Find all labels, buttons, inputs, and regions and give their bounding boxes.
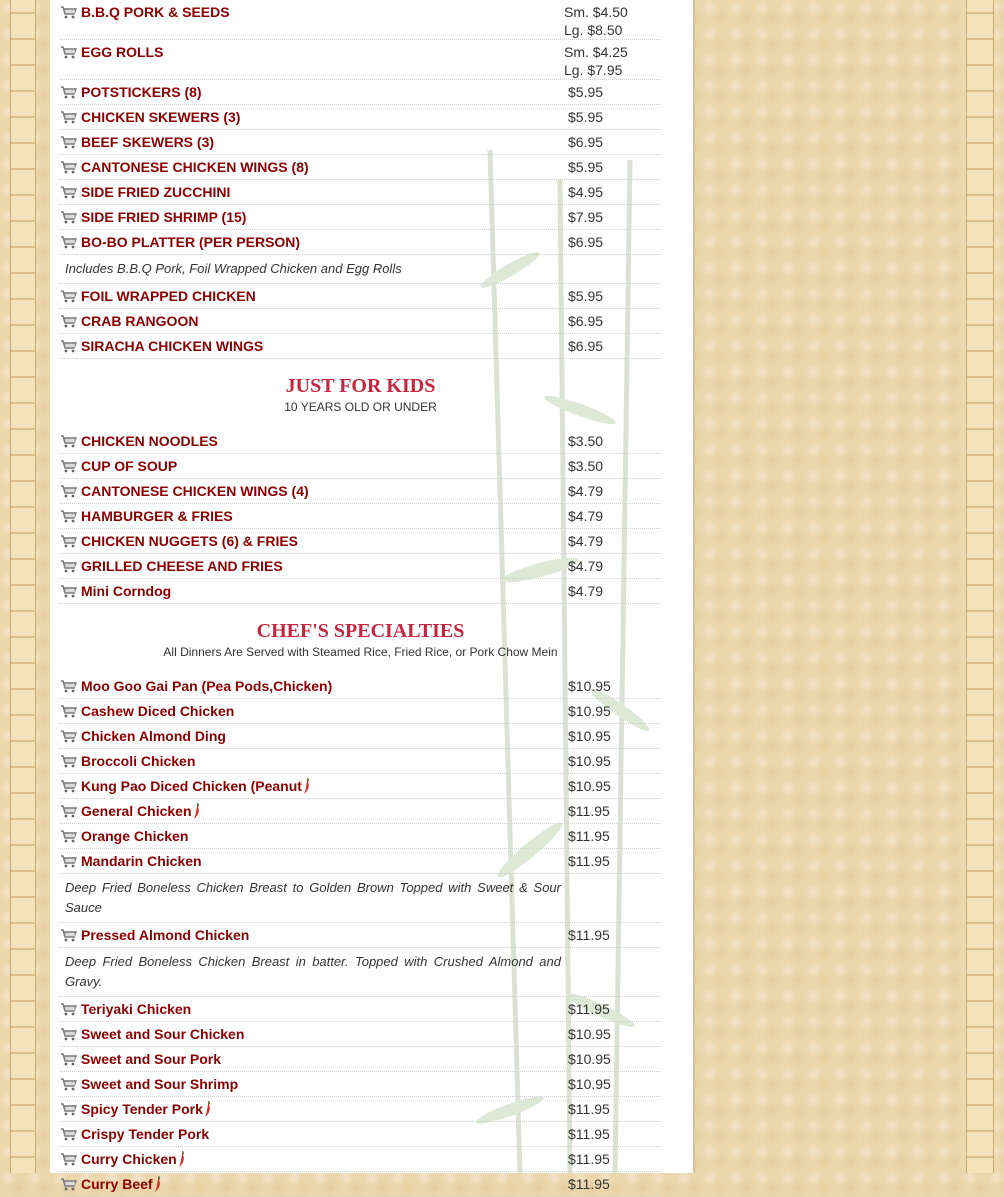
menu-item-name-cell (60, 105, 564, 126)
menu-item-price: $6.95 (568, 134, 604, 150)
shopping-cart-icon[interactable] (60, 854, 77, 868)
menu-item-name-cell (60, 724, 564, 745)
menu-item-row[interactable] (60, 230, 661, 255)
menu-item-row[interactable] (60, 923, 661, 948)
menu-item-name[interactable]: BEEF SKEWERS (3) (81, 134, 215, 150)
shopping-cart-icon[interactable] (60, 804, 77, 818)
menu-item-name-cell (60, 155, 564, 176)
menu-item-row[interactable] (60, 849, 661, 874)
menu-item-price: $6.95 (568, 338, 604, 354)
menu-item-name[interactable]: Moo Goo Gai Pan (Pea Pods,Chicken) (81, 678, 333, 694)
shopping-cart-icon[interactable] (60, 434, 77, 448)
menu-item-name-cell (60, 334, 564, 355)
shopping-cart-icon[interactable] (60, 584, 77, 598)
menu-item-name[interactable]: SIDE FRIED ZUCCHINI (81, 184, 231, 200)
menu-item-name[interactable]: POTSTICKERS (8) (81, 84, 202, 100)
menu-item-price: $4.79 (568, 508, 604, 524)
shopping-cart-icon[interactable] (60, 135, 77, 149)
chili-pepper-icon (193, 802, 201, 820)
menu-item-price: $11.95 (568, 853, 610, 869)
menu-item-name[interactable]: Pressed Almond Chicken (81, 927, 250, 943)
menu-item-name-cell (60, 749, 564, 770)
shopping-cart-icon[interactable] (60, 928, 77, 942)
menu-item-row[interactable] (60, 334, 661, 359)
menu-item-name[interactable]: Spicy Tender Pork (81, 1101, 203, 1117)
shopping-cart-icon[interactable] (60, 754, 77, 768)
shopping-cart-icon[interactable] (60, 704, 77, 718)
menu-item-name-cell (60, 674, 564, 695)
shopping-cart-icon[interactable] (60, 110, 77, 124)
menu-item-name-cell (60, 1097, 564, 1118)
menu-item-price: $4.79 (568, 583, 604, 599)
menu-item-price: $5.95 (568, 109, 604, 125)
menu-item-price: $10.95 (568, 678, 611, 694)
menu-item-name[interactable]: HAMBURGER & FRIES (81, 508, 233, 524)
left-decorative-border (10, 0, 36, 1173)
menu-item-name[interactable]: Mandarin Chicken (81, 853, 202, 869)
menu-item-row[interactable] (60, 1072, 661, 1097)
shopping-cart-icon[interactable] (60, 484, 77, 498)
menu-item-row[interactable] (60, 579, 661, 604)
menu-item-name-cell (60, 923, 564, 944)
menu-item-name-cell (60, 529, 564, 550)
kids-section-subtitle: 10 YEARS OLD OR UNDER (284, 400, 437, 414)
menu-item-row[interactable] (60, 205, 661, 230)
menu-item-price: $10.95 (568, 728, 611, 744)
menu-item-size-price: Lg. $8.50 (564, 22, 623, 38)
menu-item-name-cell (60, 429, 564, 450)
menu-item-name[interactable]: Teriyaki Chicken (81, 1001, 192, 1017)
menu-item-name[interactable]: Chicken Almond Ding (81, 728, 226, 744)
menu-item-size-price: Sm. $4.25 (564, 44, 628, 60)
kids-section-title: JUST FOR KIDS (285, 375, 436, 397)
menu-item-name-cell (60, 1022, 564, 1043)
menu-item-price: $10.95 (568, 1051, 611, 1067)
menu-item-name[interactable]: EGG ROLLS (81, 44, 164, 60)
menu-item-name[interactable]: Sweet and Sour Chicken (81, 1026, 245, 1042)
shopping-cart-icon[interactable] (60, 829, 77, 843)
menu-item-row[interactable] (60, 554, 661, 579)
menu-item-name-cell (60, 1047, 564, 1068)
menu-item-name-cell (60, 454, 564, 475)
menu-item-price: $5.95 (568, 159, 604, 175)
shopping-cart-icon[interactable] (60, 160, 77, 174)
shopping-cart-icon[interactable] (60, 1077, 77, 1091)
menu-item-row[interactable] (60, 130, 661, 155)
menu-item-row[interactable] (60, 1097, 661, 1122)
appetizers-section (60, 0, 661, 359)
menu-item-price: $6.95 (568, 234, 604, 250)
shopping-cart-icon[interactable] (60, 559, 77, 573)
menu-item-name-cell (60, 997, 564, 1018)
shopping-cart-icon[interactable] (60, 210, 77, 224)
menu-item-size-price: Sm. $4.50 (564, 4, 628, 20)
menu-item-price: $10.95 (568, 1076, 611, 1092)
menu-item-name-cell (60, 849, 564, 870)
menu-item-name-cell (60, 309, 564, 330)
chili-pepper-icon (303, 777, 311, 795)
chef-section (60, 674, 661, 1197)
menu-item-name[interactable]: Crispy Tender Pork (81, 1126, 210, 1142)
menu-item-description: Deep Fried Boneless Chicken Breast in batter. Topped with Crushed Almond and Gravy. (60, 948, 661, 997)
shopping-cart-icon[interactable] (60, 1002, 77, 1016)
menu-item-name[interactable]: SIRACHA CHICKEN WINGS (81, 338, 264, 354)
menu-item-name[interactable]: FOIL WRAPPED CHICKEN (81, 288, 256, 304)
menu-item-name-cell (60, 699, 564, 720)
menu-item-price: $11.95 (568, 1151, 610, 1167)
shopping-cart-icon[interactable] (60, 1027, 77, 1041)
menu-item-row[interactable] (60, 1122, 661, 1147)
menu-item-row[interactable] (60, 824, 661, 849)
menu-item-price (564, 40, 661, 79)
menu-item-name-cell (60, 80, 564, 101)
menu-item-row[interactable] (60, 155, 661, 180)
shopping-cart-icon[interactable] (60, 509, 77, 523)
menu-item-row[interactable] (60, 674, 661, 699)
shopping-cart-icon[interactable] (60, 235, 77, 249)
chili-pepper-icon (154, 1175, 162, 1193)
shopping-cart-icon[interactable] (60, 1052, 77, 1066)
shopping-cart-icon[interactable] (60, 185, 77, 199)
menu-item-price: $11.95 (568, 1126, 610, 1142)
menu-item-name[interactable]: CUP OF SOUP (81, 458, 178, 474)
menu-item-name-cell (60, 0, 564, 21)
shopping-cart-icon[interactable] (60, 1177, 77, 1191)
shopping-cart-icon[interactable] (60, 314, 77, 328)
menu-item-price: $11.95 (568, 1176, 610, 1192)
shopping-cart-icon[interactable] (60, 5, 77, 19)
menu-item-name[interactable]: Kung Pao Diced Chicken (Peanut (81, 778, 302, 794)
menu-item-row[interactable] (60, 0, 661, 40)
menu-item-row[interactable] (60, 774, 661, 799)
shopping-cart-icon[interactable] (60, 289, 77, 303)
menu-item-row[interactable] (60, 180, 661, 205)
menu-item-name-cell (60, 479, 564, 500)
shopping-cart-icon[interactable] (60, 459, 77, 473)
shopping-cart-icon[interactable] (60, 729, 77, 743)
menu-item-name[interactable]: B.B.Q PORK & SEEDS (81, 4, 230, 20)
chili-pepper-icon (178, 1150, 186, 1168)
menu-item-name[interactable]: CHICKEN SKEWERS (3) (81, 109, 241, 125)
menu-item-name[interactable]: CHICKEN NUGGETS (6) & FRIES (81, 533, 299, 549)
menu-item-price: $3.50 (568, 433, 604, 449)
menu-item-name[interactable]: Curry Chicken (81, 1151, 177, 1167)
shopping-cart-icon[interactable] (60, 1102, 77, 1116)
menu-item-row[interactable] (60, 1172, 661, 1197)
menu-item-name[interactable]: CANTONESE CHICKEN WINGS (8) (81, 159, 309, 175)
menu-item-row[interactable] (60, 1047, 661, 1072)
kids-section (60, 429, 661, 604)
menu-item-name-cell (60, 1122, 564, 1143)
menu-item-name[interactable]: Broccoli Chicken (81, 753, 196, 769)
menu-item-name[interactable]: Curry Beef (81, 1176, 153, 1192)
shopping-cart-icon[interactable] (60, 1152, 77, 1166)
menu-item-name-cell (60, 180, 564, 201)
menu-item-name[interactable]: CRAB RANGOON (81, 313, 199, 329)
menu-item-row[interactable] (60, 504, 661, 529)
shopping-cart-icon[interactable] (60, 45, 77, 59)
menu-item-name-cell (60, 1172, 564, 1193)
menu-item-row[interactable] (60, 454, 661, 479)
shopping-cart-icon[interactable] (60, 779, 77, 793)
menu-item-row[interactable] (60, 40, 661, 80)
right-decorative-border (966, 0, 994, 1173)
menu-item-row[interactable] (60, 699, 661, 724)
menu-item-name[interactable]: CANTONESE CHICKEN WINGS (4) (81, 483, 309, 499)
menu-item-price: $11.95 (568, 1001, 610, 1017)
menu-item-name[interactable]: Cashew Diced Chicken (81, 703, 235, 719)
menu-item-price: $5.95 (568, 84, 604, 100)
menu-list (60, 0, 661, 1197)
menu-item-name[interactable]: BO-BO PLATTER (PER PERSON) (81, 234, 301, 250)
menu-item-name-cell (60, 130, 564, 151)
menu-item-row[interactable] (60, 529, 661, 554)
menu-item-name[interactable]: Orange Chicken (81, 828, 189, 844)
menu-item-price: $4.79 (568, 533, 604, 549)
menu-item-name-cell (60, 40, 564, 61)
chef-section-subtitle: All Dinners Are Served with Steamed Rice, Fried Rice, or Pork Chow Mein (163, 645, 558, 659)
menu-item-row[interactable] (60, 749, 661, 774)
menu-item-name-cell (60, 579, 564, 600)
menu-panel (50, 0, 695, 1192)
menu-item-price: $4.79 (568, 558, 604, 574)
menu-item-price: $11.95 (568, 828, 610, 844)
menu-item-price: $10.95 (568, 703, 611, 719)
menu-item-row[interactable] (60, 429, 661, 454)
menu-item-row[interactable] (60, 1147, 661, 1172)
menu-item-name-cell (60, 205, 564, 226)
menu-item-name[interactable]: Sweet and Sour Shrimp (81, 1076, 239, 1092)
menu-item-name[interactable]: CHICKEN NOODLES (81, 433, 218, 449)
menu-item-price: $11.95 (568, 1101, 610, 1117)
menu-item-name[interactable]: Sweet and Sour Pork (81, 1051, 222, 1067)
menu-item-price: $10.95 (568, 778, 611, 794)
chili-pepper-icon (204, 1100, 212, 1118)
menu-item-name-cell (60, 1147, 564, 1168)
shopping-cart-icon[interactable] (60, 679, 77, 693)
menu-item-name-cell (60, 554, 564, 575)
menu-item-row[interactable] (60, 80, 661, 105)
menu-item-price: $11.95 (568, 927, 610, 943)
menu-item-price: $11.95 (568, 803, 610, 819)
menu-item-row[interactable] (60, 479, 661, 504)
menu-item-name[interactable]: General Chicken (81, 803, 192, 819)
menu-item-name-cell (60, 504, 564, 525)
menu-item-row[interactable] (60, 997, 661, 1022)
menu-item-name[interactable]: GRILLED CHEESE AND FRIES (81, 558, 283, 574)
menu-item-name[interactable]: SIDE FRIED SHRIMP (15) (81, 209, 247, 225)
menu-item-row[interactable] (60, 724, 661, 749)
menu-item-price: $7.95 (568, 209, 604, 225)
menu-item-name[interactable]: Mini Corndog (81, 583, 172, 599)
menu-item-price: $5.95 (568, 288, 604, 304)
menu-item-name-cell (60, 824, 564, 845)
shopping-cart-icon[interactable] (60, 85, 77, 99)
menu-item-price (564, 0, 661, 39)
menu-item-row[interactable] (60, 799, 661, 824)
menu-item-name-cell (60, 230, 564, 251)
menu-item-row[interactable] (60, 1022, 661, 1047)
chef-section-title: CHEF'S SPECIALTIES (256, 620, 465, 642)
shopping-cart-icon[interactable] (60, 1127, 77, 1141)
menu-item-price: $4.95 (568, 184, 604, 200)
menu-item-size-price: Lg. $7.95 (564, 62, 623, 78)
shopping-cart-icon[interactable] (60, 339, 77, 353)
menu-item-row[interactable] (60, 284, 661, 309)
menu-item-price: $10.95 (568, 753, 611, 769)
menu-item-row[interactable] (60, 309, 661, 334)
menu-item-price: $4.79 (568, 483, 604, 499)
menu-item-name-cell (60, 799, 564, 820)
shopping-cart-icon[interactable] (60, 534, 77, 548)
menu-item-row[interactable] (60, 105, 661, 130)
menu-item-name-cell (60, 284, 564, 305)
menu-item-price: $10.95 (568, 1026, 611, 1042)
menu-item-description: Includes B.B.Q Pork, Foil Wrapped Chicken and Egg Rolls (60, 255, 661, 284)
menu-item-price: $6.95 (568, 313, 604, 329)
menu-item-name-cell (60, 774, 564, 795)
menu-item-name-cell (60, 1072, 564, 1093)
menu-item-description: Deep Fried Boneless Chicken Breast to Golden Brown Topped with Sweet & Sour Sauce (60, 874, 661, 923)
menu-item-price: $3.50 (568, 458, 604, 474)
